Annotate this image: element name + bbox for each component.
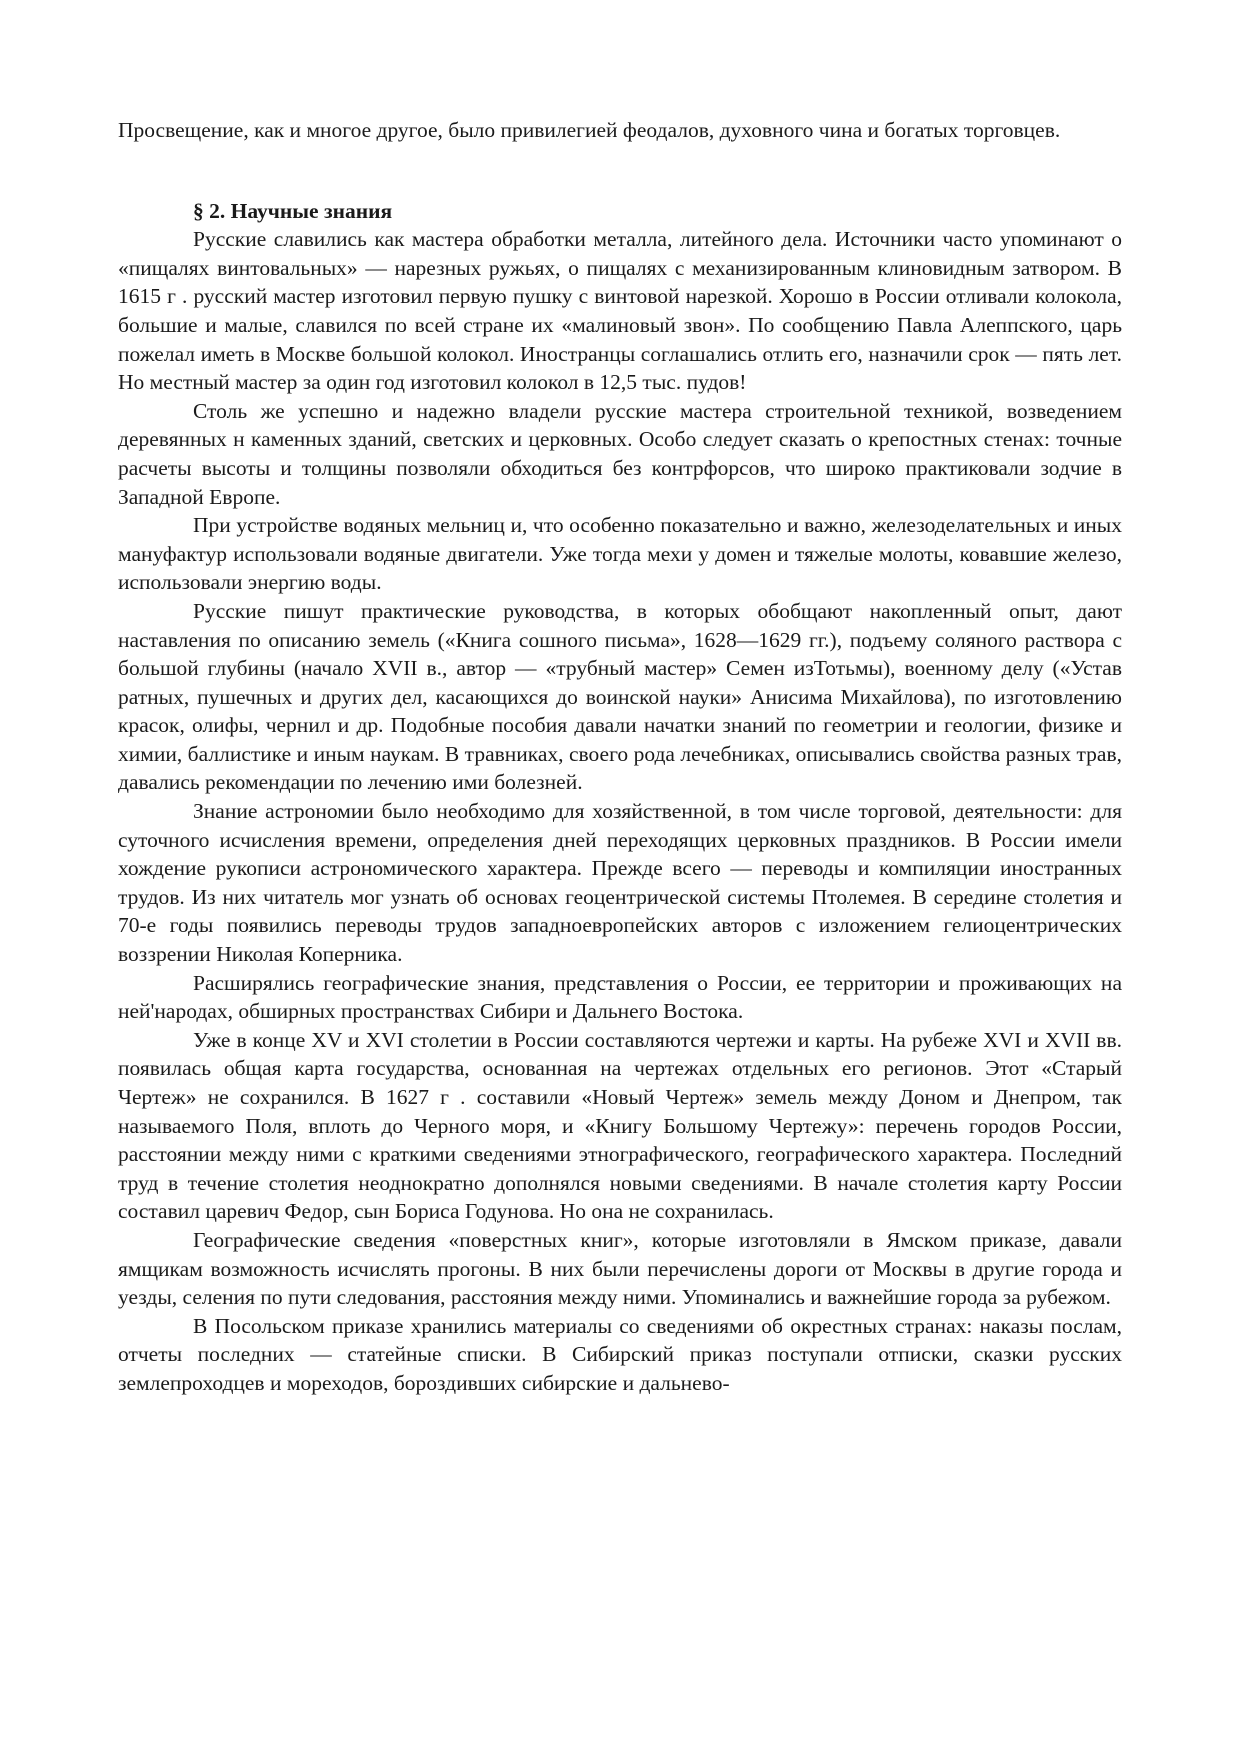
intro-paragraph: Просвещение, как и многое другое, было привилегией феодалов, духовного чина и богатых торговцев. — [118, 118, 1061, 142]
paragraph-construction: Столь же успешно и надежно владели русские мастера строительной техникой, возведением деревянных н каменных зданий, светских и церковных. Особо следует сказать о крепостных стенах: точные расчеты высоты и толщины позволяли обходиться без контрфорсов, что широко практиковали зодчие в Западной Европе. — [118, 398, 1122, 509]
paragraph-maps: Уже в конце XV и XVI столетии в России составляются чертежи и карты. На рубеже XVI и XVII вв. появилась общая карта государства, основанная на чертежах отдельных его регионов. Этот «Старый Чертеж» не сохранился. В 1627 г . составили «Новый Чертеж» земель между Доном и Днепром, так называемого Поля, вплоть до Черного моря, и «Книгу Большому Чертежу»: перечень городов России, расстоянии между ними с краткими сведениями этнографического, географического характера. Последний труд в течение столетия неоднократно дополнялся новыми сведениями. В начале столетия карту России составил царевич Федор, сын Бориса Годунова. Но она не сохранилась. — [118, 1027, 1122, 1224]
paragraph-road-books: Географические сведения «поверстных книг», которые изготовляли в Ямском приказе, давали ямщикам возможность исчислять прогоны. В них были перечислены дороги от Москвы в другие города и уезды, селения по пути следования, расстояния между ними. Упоминались и важнейшие города за рубежом. — [118, 1227, 1122, 1310]
paragraph-manuals: Русские пишут практические руководства, в которых обобщают накопленный опыт, дают наставления по описанию земель («Книга сошного письма», 1628—1629 гг.), подъему соляного раствора с большой глубины (начало XVII в., автор — «трубный мастер» Семен изТотьмы), военному делу («Устав ратных, пушечных и других дел, касающихся до воинской науки» Анисима Михайлова), по изготовлению красок, олифы, чернил и др. Подобные пособия давали начатки знаний по геометрии и геологии, физике и химии, баллистике и иным наукам. В травниках, своего рода лечебниках, описывались свойства разных трав, давались рекомендации по лечению ими болезней. — [118, 598, 1122, 795]
document-page — [118, 116, 1122, 1398]
paragraph-astronomy: Знание астрономии было необходимо для хозяйственной, в том числе торговой, деятельности: для суточного исчисления времени, определения дней переходящих церковных праздников. В России имели хождение рукописи астрономического характера. Прежде всего — переводы и компиляции иностранных трудов. Из них читатель мог узнать об основах геоцентрической системы Птолемея. В середине столетия и 70-е годы появились переводы трудов западноевропейских авторов с изложением гелиоцентрических воззрении Николая Коперника. — [118, 799, 1122, 967]
section-heading: § 2. Научные знания — [193, 198, 393, 223]
paragraph-ambassadorial-office: В Посольском приказе хранились материалы со сведениями об окрестных странах: наказы послам, отчеты последних — статейные списки. В Сибирский приказ поступали отписки, сказки русских землепроходцев и мореходов, бороздивших сибирские и дальнево- — [118, 1313, 1122, 1395]
paragraph-metalwork: Русские славились как мастера обработки металла, литейного дела. Источники часто упоминают о «пищалях винтовальных» — нарезных ружьях, о пищалях с механизированным клиновидным затвором. В 1615 г . русский мастер изготовил первую пушку с винтовой нарезкой. Хорошо в России отливали колокола, большие и малые, славился по всей стране их «малиновый звон». По сообщению Павла Алеппского, царь пожелал иметь в Москве большой колокол. Иностранцы соглашались отлить его, назначили срок — пять лет. Но местный мастер за один год изготовил колокол в 12,5 тыс. пудов! — [118, 227, 1122, 395]
section-gap — [118, 145, 1122, 197]
paragraph-geography: Расширялись географические знания, представления о России, ее территории и проживающих на ней'народах, обширных пространствах Сибири и Дальнего Востока. — [118, 970, 1122, 1024]
paragraph-water-engines: При устройстве водяных мельниц и, что особенно показательно и важно, железоделательных и иных мануфактур использовали водяные двигатели. Уже тогда мехи у домен и тяжелые молоты, ковавшие железо, использовали энергию воды. — [118, 513, 1122, 595]
